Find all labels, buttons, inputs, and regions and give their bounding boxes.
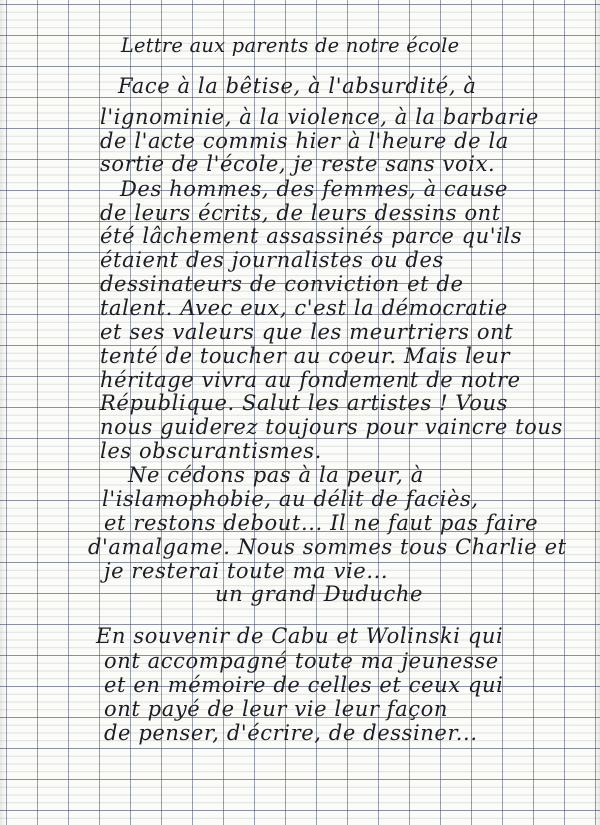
letter-line: et en mémoire de celles et ceux qui [104, 673, 504, 697]
page-shadow-right [594, 0, 600, 825]
letter-title: Lettre aux parents de notre école [120, 33, 460, 57]
letter-line: de penser, d'écrire, de dessiner... [104, 721, 478, 745]
letter-line: héritage vivra au fondement de notre [100, 368, 521, 392]
letter-line: talent. Avec eux, c'est la démocratie [100, 296, 508, 320]
letter-line: je resterai toute ma vie... [104, 559, 389, 583]
letter-line: ont payé de leur vie leur façon [104, 697, 449, 721]
letter-line: dessinateurs de conviction et de [100, 272, 464, 296]
letter-line: Ne cédons pas à la peur, à [128, 463, 424, 487]
letter-line: Face à la bêtise, à l'absurdité, à [118, 74, 477, 98]
letter-line: République. Salut les artistes ! Vous [100, 391, 508, 415]
letter-line: ont accompagné toute ma jeunesse [104, 649, 499, 673]
letter-signature: un grand Duduche [215, 582, 424, 606]
letter-line: été lâchement assassinés parce qu'ils [100, 224, 523, 248]
letter-line: Des hommes, des femmes, à cause [120, 177, 508, 201]
letter-line: l'islamophobie, au délit de faciès, [102, 487, 479, 511]
letter-line: étaient des journalistes ou des [100, 248, 444, 272]
letter-line: les obscurantismes. [100, 439, 322, 463]
letter-line: tenté de toucher au coeur. Mais leur [100, 344, 511, 368]
letter-line: nous guiderez toujours pour vaincre tous [100, 415, 563, 439]
letter-line: d'amalgame. Nous sommes tous Charlie et [88, 535, 567, 559]
letter-line: et ses valeurs que les meurtriers ont [100, 320, 514, 344]
letter-line: de leurs écrits, de leurs dessins ont [100, 201, 501, 225]
letter-line: et restons debout... Il ne faut pas faire [104, 511, 539, 535]
letter-line: En souvenir de Cabu et Wolinski qui [96, 624, 504, 648]
letter-line: l'ignominie, à la violence, à la barbarie [100, 105, 539, 129]
letter-line: de l'acte commis hier à l'heure de la [100, 129, 509, 153]
page-shadow-left [0, 0, 6, 825]
letter-line: sortie de l'école, je reste sans voix. [100, 152, 496, 176]
